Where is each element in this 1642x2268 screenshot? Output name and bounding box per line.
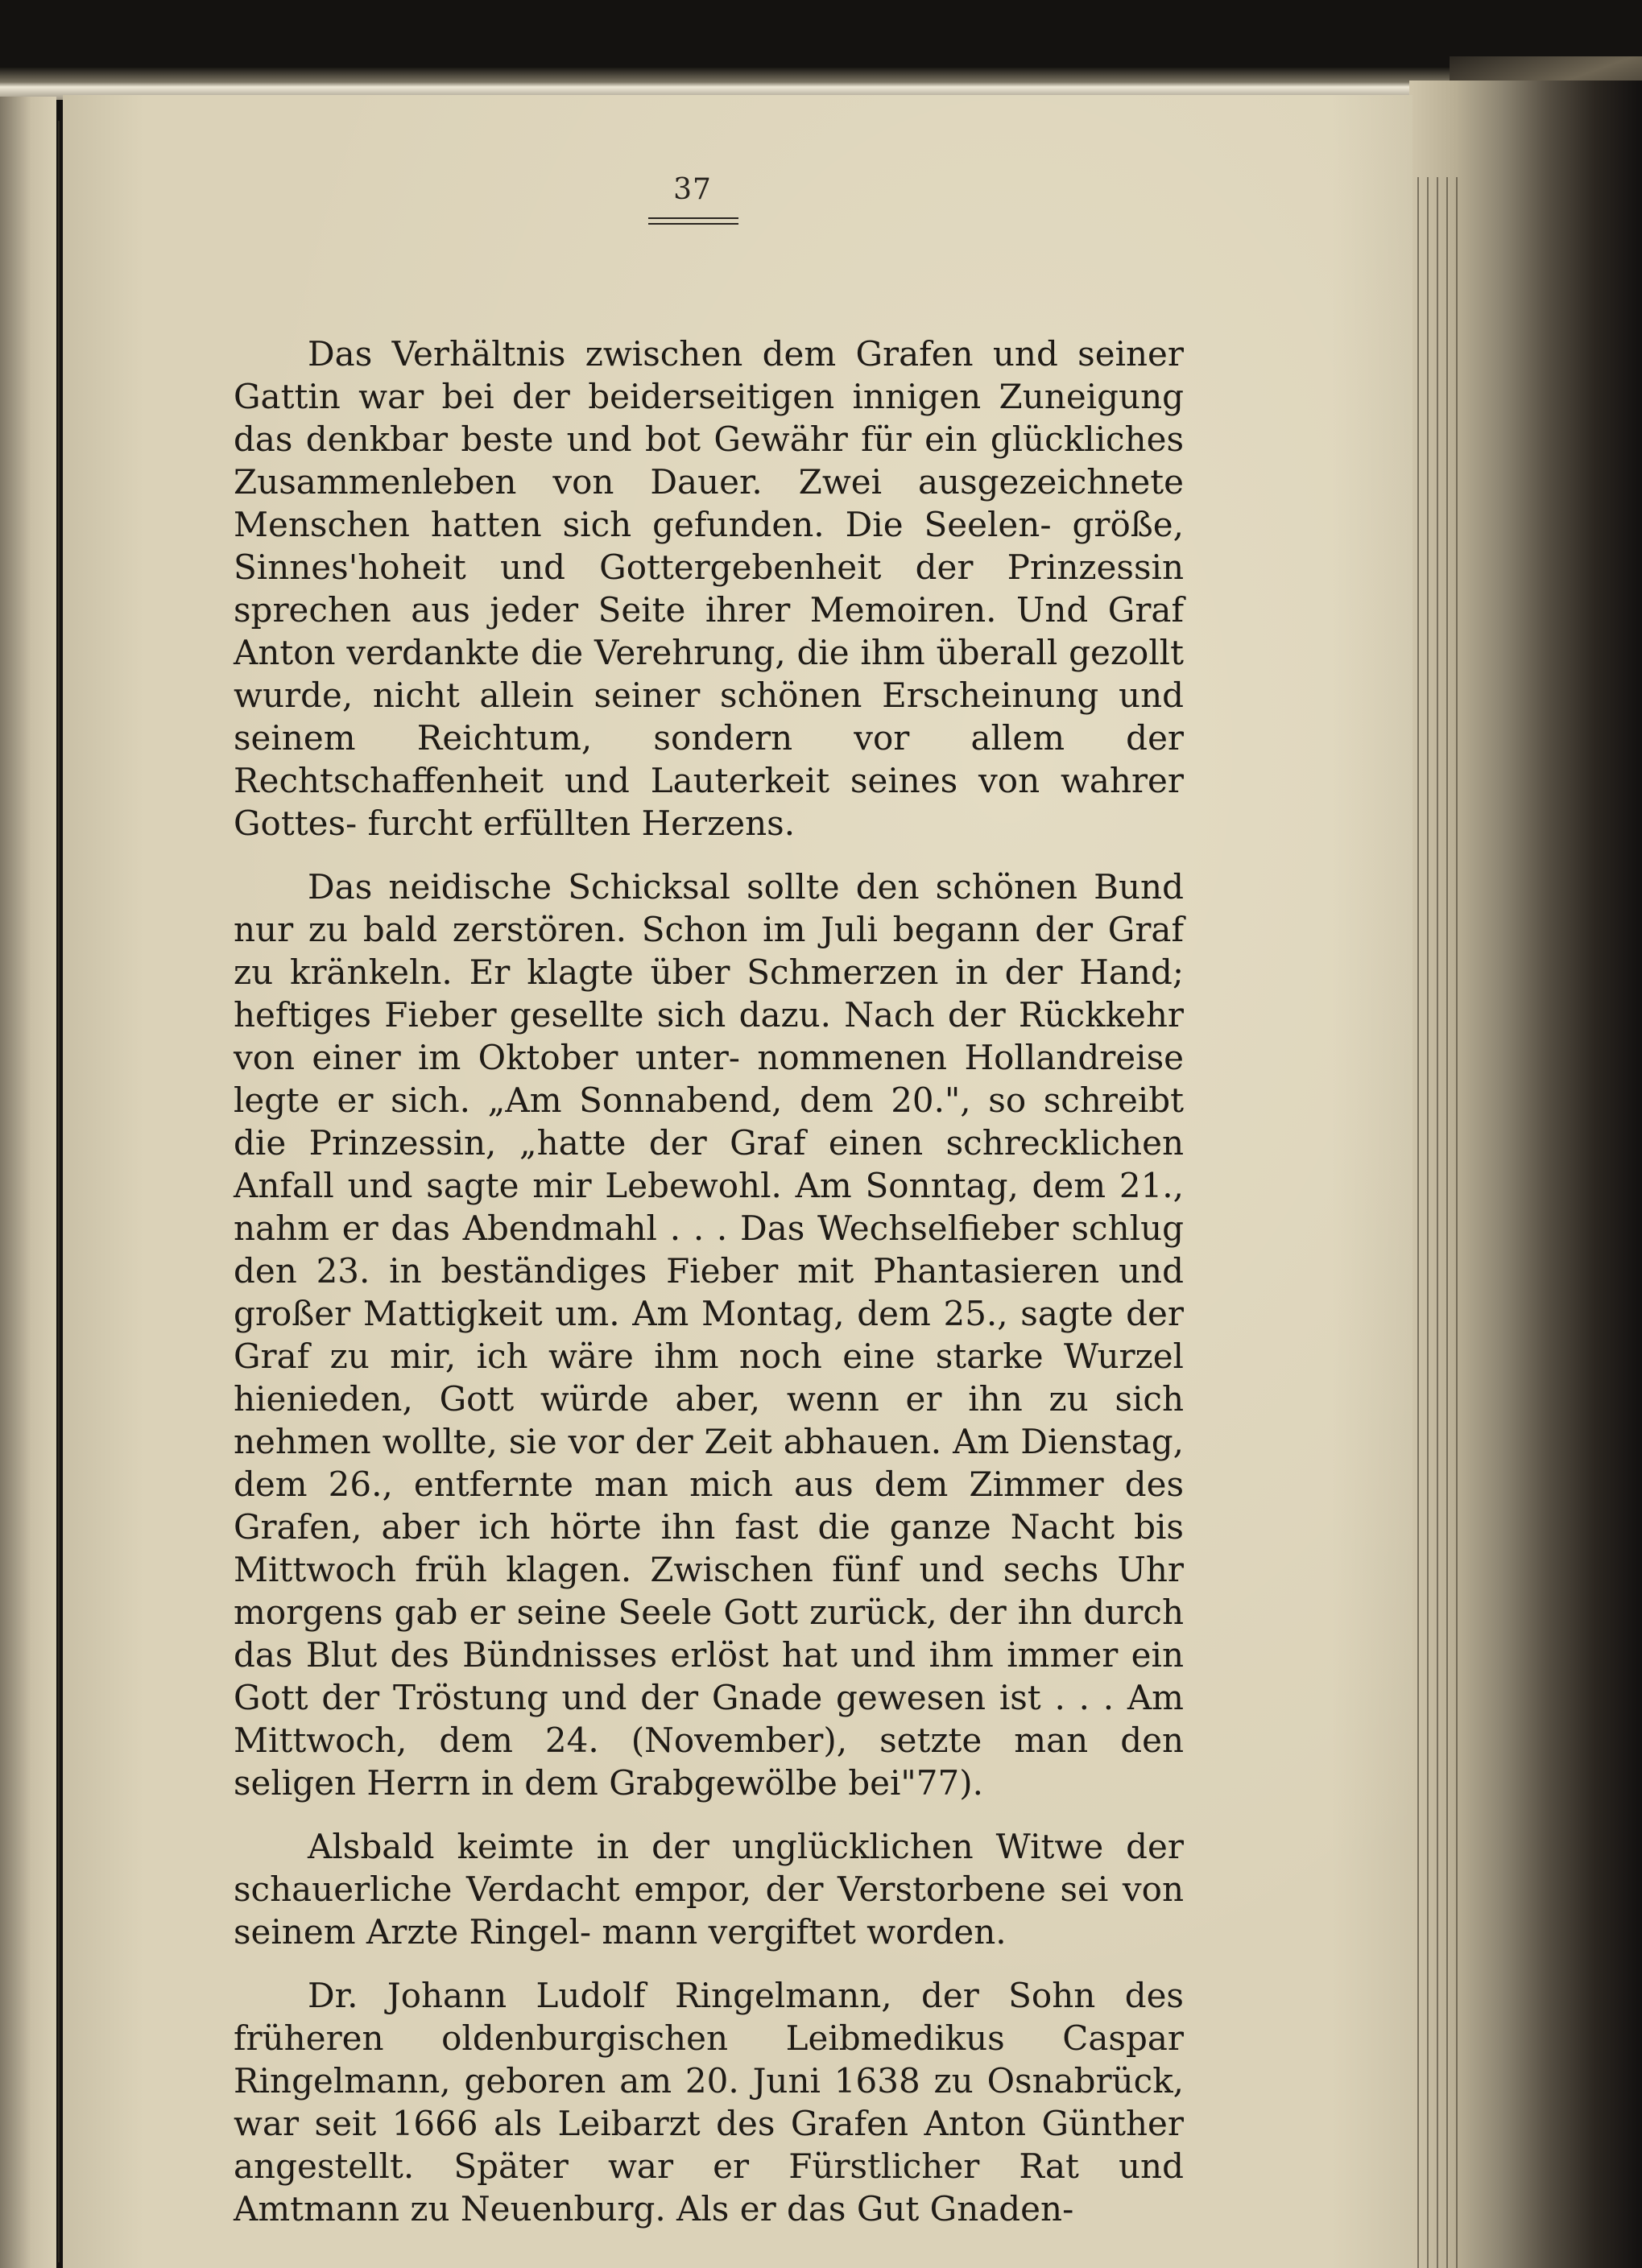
paragraph-gap: [234, 1953, 1184, 1974]
page-edge-line: [1446, 177, 1448, 2268]
paragraph: Das neidische Schicksal sollte den schönen Bund nur zu bald zerstören. Schon im Juli begann der Graf zu kränkeln. Er klagte über Schmerzen in der Hand; heftiges Fieber gesellte sich dazu. Nach der Rückkehr von einer im Oktober unter- nommenen Hollandreise legte er sich. „Am Sonnabend, dem 20.", so schreibt die Prinzessin, „hatte der Graf einen schrecklichen Anfall und sagte mir Lebewohl. Am Sonntag, dem 21., nahm er das Abendmahl . . . Das Wechselfieber schlug den 23. in beständiges Fieber mit Phantasieren und großer Mattigkeit um. Am Montag, dem 25., sagte der Graf zu mir, ich wäre ihm noch eine starke Wurzel hienieden, Gott würde aber, wenn er ihn zu sich nehmen wollte, sie vor der Zeit abhauen. Am Dienstag, dem 26., entfernte man mich aus dem Zimmer des Grafen, aber ich hörte ihn fast die ganze Nacht bis Mittwoch früh klagen. Zwischen fünf und sechs Uhr morgens gab er seine Seele Gott zurück, der ihn durch das Blut des Bündnisses erlöst hat und ihm immer ein Gott der Tröstung und der Gnade gewesen ist . . . Am Mittwoch, dem 24. (November), setzte man den seligen Herrn in dem Grabgewölbe bei"77).: [234, 867, 1184, 1803]
paragraph-gap: [234, 845, 1184, 865]
page-stack-edge: [1409, 81, 1642, 2268]
page-edge-line: [1417, 177, 1419, 2268]
paragraph: Dr. Johann Ludolf Ringelmann, der Sohn des früheren oldenburgischen Leibmedikus Caspar Ringelmann, geboren am 20. Juni 1638 zu Osnabrück, war seit 1666 als Leibarzt des Grafen Anton Günther angestellt. Später war er Fürstlicher Rat und Amtmann zu Neuenburg. Als er das Gut Gnaden-: [234, 1976, 1184, 2229]
paragraph-gap: [234, 1804, 1184, 1825]
page-edge-line: [1456, 177, 1458, 2268]
paragraph: Alsbald keimte in der unglücklichen Witwe der schauerliche Verdacht empor, der Verstorbene sei von seinem Arzte Ringel- mann vergiftet worden.: [234, 1827, 1184, 1952]
page-edge-line: [1427, 177, 1429, 2268]
page-gutter-line: [58, 121, 60, 2262]
page-number-rule: [648, 217, 738, 225]
paragraph: Das Verhältnis zwischen dem Grafen und seiner Gattin war bei der beiderseitigen innigen Zuneigung das denkbar beste und bot Gewähr für ein glückliches Zusammenleben von Dauer. Zwei ausgezeichnete Menschen hatten sich gefunden. Die Seelen- größe, Sinnes'hoheit und Gottergebenheit der Prinzessin sprechen aus jeder Seite ihrer Memoiren. Und Graf Anton verdankte die Verehrung, die ihm überall gezollt wurde, nicht allein seiner schönen Erscheinung und seinem Reichtum, sondern vor allem der Rechtschaffenheit und Lauterkeit seines von wahrer Gottes- furcht erfüllten Herzens.: [234, 334, 1184, 843]
page-edge-line: [1437, 177, 1438, 2268]
page-number: 37: [673, 173, 712, 206]
facing-page-edge: [0, 97, 56, 2268]
body-text: [234, 333, 1184, 2230]
